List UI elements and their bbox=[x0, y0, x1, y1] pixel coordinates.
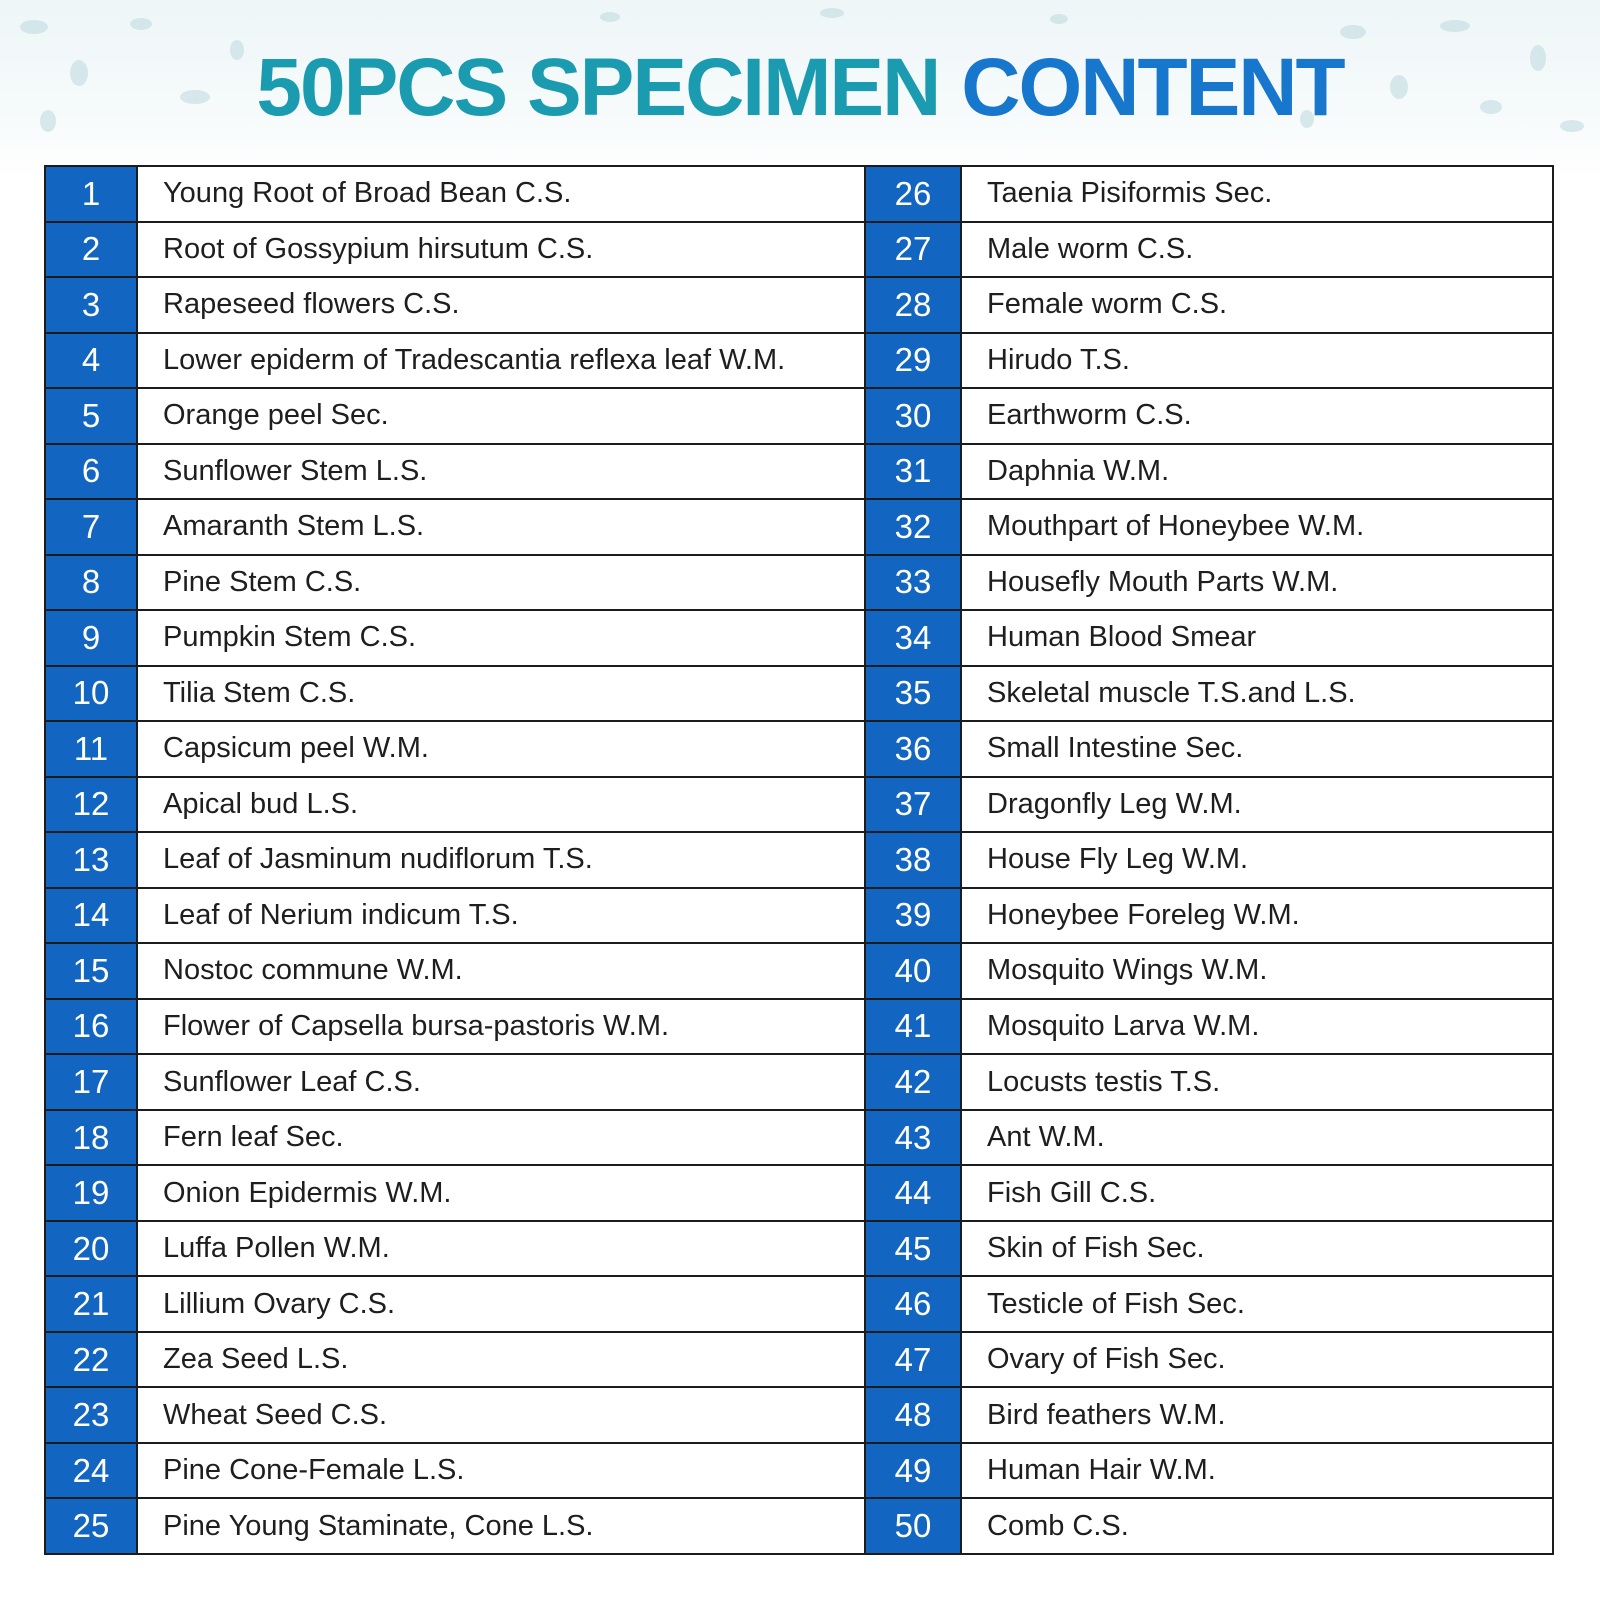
specimen-number: 33 bbox=[866, 556, 962, 610]
specimen-number: 26 bbox=[866, 167, 962, 221]
specimen-number: 31 bbox=[866, 445, 962, 499]
specimen-number: 45 bbox=[866, 1222, 962, 1276]
specimen-name: Ovary of Fish Sec. bbox=[987, 1343, 1226, 1376]
table-row bbox=[866, 778, 1552, 834]
table-row bbox=[866, 833, 1552, 889]
table-row bbox=[866, 223, 1552, 279]
specimen-name: Apical bud L.S. bbox=[163, 787, 359, 820]
specimen-number: 24 bbox=[46, 1444, 138, 1498]
specimen-number: 29 bbox=[866, 334, 962, 388]
table-row bbox=[866, 278, 1552, 334]
table-row bbox=[866, 1222, 1552, 1278]
specimen-name: Earthworm C.S. bbox=[987, 399, 1192, 432]
specimen-number: 38 bbox=[866, 833, 962, 887]
specimen-number: 20 bbox=[46, 1222, 138, 1276]
specimen-name: Testicle of Fish Sec. bbox=[987, 1287, 1245, 1320]
specimen-name: Leaf of Jasminum nudiflorum T.S. bbox=[163, 843, 593, 876]
specimen-number: 1 bbox=[46, 167, 138, 221]
specimen-number: 17 bbox=[46, 1055, 138, 1109]
specimen-name: Daphnia W.M. bbox=[987, 454, 1170, 487]
specimen-name: House Fly Leg W.M. bbox=[987, 843, 1249, 876]
specimen-name: Ant W.M. bbox=[987, 1121, 1105, 1154]
table-row bbox=[46, 1277, 864, 1333]
specimen-name: Pine Young Staminate, Cone L.S. bbox=[163, 1509, 594, 1542]
page-title-part-2: CONTENT bbox=[961, 42, 1344, 133]
specimen-number: 8 bbox=[46, 556, 138, 610]
table-row bbox=[866, 1333, 1552, 1389]
table-row bbox=[866, 1277, 1552, 1333]
specimen-number: 32 bbox=[866, 500, 962, 554]
specimen-number: 25 bbox=[46, 1499, 138, 1553]
specimen-number: 3 bbox=[46, 278, 138, 332]
specimen-name: Small Intestine Sec. bbox=[987, 732, 1244, 765]
table-row bbox=[866, 944, 1552, 1000]
specimen-number: 48 bbox=[866, 1388, 962, 1442]
table-row bbox=[46, 944, 864, 1000]
table-row bbox=[46, 722, 864, 778]
specimen-number: 23 bbox=[46, 1388, 138, 1442]
table-row bbox=[866, 1444, 1552, 1500]
table-row bbox=[866, 1055, 1552, 1111]
specimen-number: 37 bbox=[866, 778, 962, 832]
specimen-number: 16 bbox=[46, 1000, 138, 1054]
table-row bbox=[46, 1055, 864, 1111]
specimen-number: 36 bbox=[866, 722, 962, 776]
specimen-name: Mouthpart of Honeybee W.M. bbox=[987, 510, 1365, 543]
table-row bbox=[46, 223, 864, 279]
specimen-name: Fish Gill C.S. bbox=[987, 1176, 1157, 1209]
specimen-number: 43 bbox=[866, 1111, 962, 1165]
table-row bbox=[46, 1222, 864, 1278]
table-row bbox=[46, 611, 864, 667]
table-row bbox=[46, 556, 864, 612]
specimen-number: 47 bbox=[866, 1333, 962, 1387]
table-row bbox=[866, 722, 1552, 778]
table-row bbox=[866, 1499, 1552, 1553]
specimen-name: Zea Seed L.S. bbox=[163, 1343, 349, 1376]
specimen-name: Pine Stem C.S. bbox=[163, 565, 362, 598]
specimen-number: 11 bbox=[46, 722, 138, 776]
specimen-number: 4 bbox=[46, 334, 138, 388]
table-row bbox=[46, 445, 864, 501]
specimen-name: Sunflower Leaf C.S. bbox=[163, 1065, 421, 1098]
specimen-name: Rapeseed flowers C.S. bbox=[163, 288, 460, 321]
specimen-number: 28 bbox=[866, 278, 962, 332]
specimen-number: 10 bbox=[46, 667, 138, 721]
specimen-name: Wheat Seed C.S. bbox=[163, 1398, 388, 1431]
specimen-name: Comb C.S. bbox=[987, 1509, 1129, 1542]
specimen-number: 18 bbox=[46, 1111, 138, 1165]
specimen-number: 35 bbox=[866, 667, 962, 721]
table-row bbox=[46, 500, 864, 556]
specimen-name: Dragonfly Leg W.M. bbox=[987, 787, 1242, 820]
table-row bbox=[46, 667, 864, 723]
specimen-name: Bird feathers W.M. bbox=[987, 1398, 1226, 1431]
specimen-name: Taenia Pisiformis Sec. bbox=[987, 177, 1273, 210]
table-row bbox=[46, 1000, 864, 1056]
specimen-name: Tilia Stem C.S. bbox=[163, 676, 356, 709]
specimen-number: 46 bbox=[866, 1277, 962, 1331]
specimen-name: Mosquito Larva W.M. bbox=[987, 1009, 1260, 1042]
table-row bbox=[46, 1166, 864, 1222]
specimen-number: 19 bbox=[46, 1166, 138, 1220]
specimen-number: 41 bbox=[866, 1000, 962, 1054]
specimen-name: Female worm C.S. bbox=[987, 288, 1228, 321]
specimen-name: Flower of Capsella bursa-pastoris W.M. bbox=[163, 1009, 670, 1042]
specimen-name: Lower epiderm of Tradescantia reflexa leaf W.M. bbox=[163, 343, 786, 376]
specimen-name: Human Blood Smear bbox=[987, 621, 1257, 654]
table-row bbox=[46, 334, 864, 390]
table-row bbox=[46, 278, 864, 334]
specimen-number: 6 bbox=[46, 445, 138, 499]
table-row bbox=[866, 500, 1552, 556]
specimen-number: 12 bbox=[46, 778, 138, 832]
specimen-number: 14 bbox=[46, 889, 138, 943]
specimen-number: 9 bbox=[46, 611, 138, 665]
specimen-number: 7 bbox=[46, 500, 138, 554]
table-row bbox=[46, 833, 864, 889]
specimen-name: Leaf of Nerium indicum T.S. bbox=[163, 898, 519, 931]
specimen-name: Honeybee Foreleg W.M. bbox=[987, 898, 1300, 931]
specimen-column-left bbox=[46, 167, 866, 1553]
specimen-number: 50 bbox=[866, 1499, 962, 1553]
specimen-number: 42 bbox=[866, 1055, 962, 1109]
page-title-part-1: 50PCS SPECIMEN bbox=[256, 42, 940, 133]
table-row bbox=[866, 889, 1552, 945]
specimen-number: 15 bbox=[46, 944, 138, 998]
specimen-name: Lillium Ovary C.S. bbox=[163, 1287, 396, 1320]
table-row bbox=[866, 1166, 1552, 1222]
specimen-number: 5 bbox=[46, 389, 138, 443]
table-row bbox=[866, 1388, 1552, 1444]
table-row bbox=[46, 1111, 864, 1167]
table-row bbox=[46, 1444, 864, 1500]
specimen-number: 30 bbox=[866, 389, 962, 443]
specimen-name: Hirudo T.S. bbox=[987, 343, 1130, 376]
specimen-name: Pine Cone-Female L.S. bbox=[163, 1454, 465, 1487]
table-row bbox=[866, 167, 1552, 223]
specimen-name: Mosquito Wings W.M. bbox=[987, 954, 1268, 987]
specimen-number: 39 bbox=[866, 889, 962, 943]
specimen-number: 13 bbox=[46, 833, 138, 887]
table-row bbox=[866, 389, 1552, 445]
specimen-name: Human Hair W.M. bbox=[987, 1454, 1216, 1487]
specimen-name: Amaranth Stem L.S. bbox=[163, 510, 425, 543]
specimen-name: Skin of Fish Sec. bbox=[987, 1232, 1205, 1265]
table-row bbox=[866, 611, 1552, 667]
specimen-name: Onion Epidermis W.M. bbox=[163, 1176, 452, 1209]
specimen-name: Capsicum peel W.M. bbox=[163, 732, 429, 765]
table-row bbox=[46, 889, 864, 945]
specimen-number: 40 bbox=[866, 944, 962, 998]
specimen-name: Sunflower Stem L.S. bbox=[163, 454, 428, 487]
table-row bbox=[866, 1000, 1552, 1056]
table-row bbox=[866, 667, 1552, 723]
specimen-table bbox=[44, 165, 1554, 1555]
specimen-number: 44 bbox=[866, 1166, 962, 1220]
table-row bbox=[866, 1111, 1552, 1167]
specimen-name: Pumpkin Stem C.S. bbox=[163, 621, 417, 654]
specimen-name: Housefly Mouth Parts W.M. bbox=[987, 565, 1339, 598]
specimen-name: Nostoc commune W.M. bbox=[163, 954, 463, 987]
specimen-name: Luffa Pollen W.M. bbox=[163, 1232, 390, 1265]
specimen-name: Orange peel Sec. bbox=[163, 399, 389, 432]
specimen-name: Fern leaf Sec. bbox=[163, 1121, 344, 1154]
table-row bbox=[46, 1333, 864, 1389]
specimen-number: 22 bbox=[46, 1333, 138, 1387]
page-title bbox=[0, 38, 1600, 138]
specimen-number: 2 bbox=[46, 223, 138, 277]
specimen-name: Root of Gossypium hirsutum C.S. bbox=[163, 232, 594, 265]
table-row bbox=[866, 556, 1552, 612]
table-row bbox=[866, 445, 1552, 501]
specimen-name: Young Root of Broad Bean C.S. bbox=[163, 177, 572, 210]
specimen-number: 49 bbox=[866, 1444, 962, 1498]
specimen-name: Skeletal muscle T.S.and L.S. bbox=[987, 676, 1356, 709]
table-row bbox=[46, 167, 864, 223]
specimen-number: 21 bbox=[46, 1277, 138, 1331]
specimen-name: Male worm C.S. bbox=[987, 232, 1194, 265]
specimen-number: 27 bbox=[866, 223, 962, 277]
table-row bbox=[46, 1499, 864, 1553]
table-row bbox=[866, 334, 1552, 390]
table-row bbox=[46, 389, 864, 445]
table-row bbox=[46, 778, 864, 834]
specimen-name: Locusts testis T.S. bbox=[987, 1065, 1221, 1098]
specimen-column-right bbox=[866, 167, 1552, 1553]
specimen-number: 34 bbox=[866, 611, 962, 665]
table-row bbox=[46, 1388, 864, 1444]
